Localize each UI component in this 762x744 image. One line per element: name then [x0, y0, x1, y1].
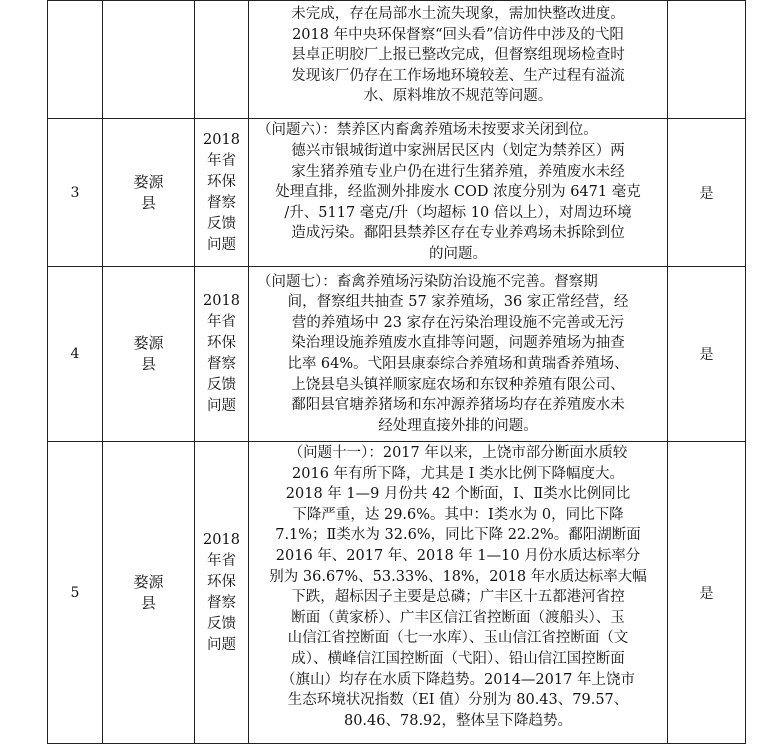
source-text: 2018 [203, 131, 240, 148]
description-line: 营的养殖场中 23 家存在污染治理设施不完善或无污 [291, 314, 625, 331]
table-row [48, 442, 746, 744]
description-line: 生态环境状况指数（EI 值）分别为 80.43、79.57、 [287, 692, 629, 709]
source-text: 2018 [203, 531, 240, 548]
description-line: 7.1%；Ⅱ类水为 32.6%，同比下降 22.2%。鄱阳湖断面 [275, 527, 641, 544]
source-cell [195, 119, 249, 267]
description-line: 未完成，存在局部水土流失现象，需加快整改进度。 [291, 6, 625, 22]
problem-description-cell [249, 267, 668, 442]
county-cell [103, 267, 195, 442]
completion-status-cell [668, 1, 746, 119]
source-text: 年省 [207, 152, 236, 169]
description-line: 间，督察组共抽查 57 家养殖场，36 家正常经营，经 [287, 294, 629, 311]
completion-status-cell: 是 [668, 267, 746, 442]
source-text: 环保 [207, 573, 236, 590]
source-text: 2018 [203, 293, 240, 309]
county-cell [103, 442, 195, 744]
description-line: 2016 年有所下降，尤其是 I 类水比例下降幅度大。 [292, 465, 624, 482]
row-number-cell [48, 1, 103, 119]
source-text: 问题 [207, 398, 236, 414]
source-cell [195, 442, 249, 744]
description-line: 山信江省控断面（七一水库）、玉山信江省控断面（文 [287, 630, 629, 647]
description-line: 下跌，超标因子主要是总磷；广丰区十五都港河省控 [291, 589, 625, 606]
source-text: 环保 [207, 335, 236, 351]
description-line: 县卓正明胶厂上报已整改完成，但督察组现场检查时 [291, 47, 625, 64]
row-number-cell: 4 [48, 267, 103, 442]
table-row [48, 267, 746, 442]
description-line: 2016 年、2017 年、2018 年 1—10 月份水质达标率分 [275, 547, 641, 564]
description-line: 德兴市银城街道中家洲居民区内（划定为禁养区）两 [291, 143, 625, 160]
description-line: 2018 年中央环保督察“回头看”信访件中涉及的弋阳 [292, 26, 624, 43]
description-line: 发现该厂仍存在工作场地环境较差、生产过程有溢流 [291, 67, 625, 84]
row-number-cell: 5 [48, 442, 103, 744]
description-line: （问题六）：禁养区内畜禽养殖场未按要求关闭到位。 [257, 122, 598, 139]
description-line: 断面（黄家桥）、广丰区信江省控断面（渡船头）、玉 [291, 609, 625, 626]
description-line: 上饶县皂头镇祥顺家庭农场和东钗种养殖有限公司、 [291, 376, 625, 393]
source-text: 反馈 [207, 377, 236, 393]
description-line: 别为 36.67%、53.33%、18%，2018 年水质达标率大幅 [269, 568, 647, 585]
source-cell [195, 267, 249, 442]
problem-description-cell [249, 119, 668, 267]
source-text: 环保 [207, 173, 236, 190]
source-text: 问题 [207, 236, 236, 253]
county-text: 县 [140, 193, 156, 212]
description-line: 下降严重，达 29.6%。其中：Ⅰ类水为 0，同比下降 [292, 506, 624, 523]
description-line: 染治理设施养殖废水直排等问题，问题养殖场为抽查 [291, 335, 625, 352]
completion-status-cell: 是 [668, 442, 746, 744]
county-cell [103, 119, 195, 267]
source-cell [195, 1, 249, 119]
table-row [48, 1, 746, 119]
description-line: （问题十一）：2017 年以来，上饶市部分断面水质较 [288, 445, 628, 461]
description-line: 的问题。 [429, 245, 487, 262]
county-text: 县 [140, 355, 156, 373]
county-cell [103, 1, 195, 119]
source-text: 督察 [207, 356, 236, 372]
source-text: 反馈 [207, 615, 236, 632]
source-text: 反馈 [207, 215, 236, 232]
county-text: 婺源 [133, 334, 164, 352]
completion-status-cell: 是 [668, 119, 746, 267]
row-number-cell: 3 [48, 119, 103, 267]
description-line: 家生猪养殖专业户仍在进行生猪养殖，养殖废水未经 [291, 163, 625, 180]
county-text: 县 [140, 593, 156, 612]
description-line: （旗山）均存在水质下降趋势。2014—2017 年上饶市 [281, 671, 635, 688]
description-line: 比率 64%。弋阳县康泰综合养殖场和黄瑞香养殖场、 [287, 356, 629, 372]
problem-description-cell [249, 1, 668, 119]
description-line: /升、5117 毫克/升（均超标 10 倍以上），对周边环境 [284, 204, 632, 221]
county-text: 婺源 [133, 572, 164, 591]
description-line: 2018 年 1—9 月份共 42 个断面，Ⅰ、Ⅱ类水比例同比 [285, 486, 631, 503]
description-line: 经处理直接外排的问题。 [378, 417, 538, 434]
county-text: 婺源 [133, 172, 164, 191]
rectification-table [47, 0, 746, 744]
source-text: 督察 [207, 594, 236, 611]
problem-description-cell [249, 442, 668, 744]
description-line: 处理直排，经监测外排废水 COD 浓度分别为 6471 毫克 [275, 184, 641, 201]
source-text: 年省 [207, 314, 236, 330]
description-line: 成）、横峰信江国控断面（弋阳）、铅山信江国控断面 [291, 650, 625, 667]
description-line: 鄱阳县官塘养猪场和东冲源养猪场均存在养殖废水未 [291, 397, 625, 414]
source-text: 督察 [207, 194, 236, 211]
description-line: （问题七）：畜禽养殖场污染防治设施不完善。督察期 [257, 273, 598, 290]
description-line: 造成污染。鄱阳县禁养区存在专业养鸡场未拆除到位 [291, 225, 625, 242]
description-line: 80.46、78.92，整体呈下降趋势。 [343, 712, 573, 729]
description-line: 水、原料堆放不规范等问题。 [363, 88, 553, 105]
table-row [48, 119, 746, 267]
source-text: 年省 [207, 552, 236, 569]
source-text: 问题 [207, 636, 236, 653]
